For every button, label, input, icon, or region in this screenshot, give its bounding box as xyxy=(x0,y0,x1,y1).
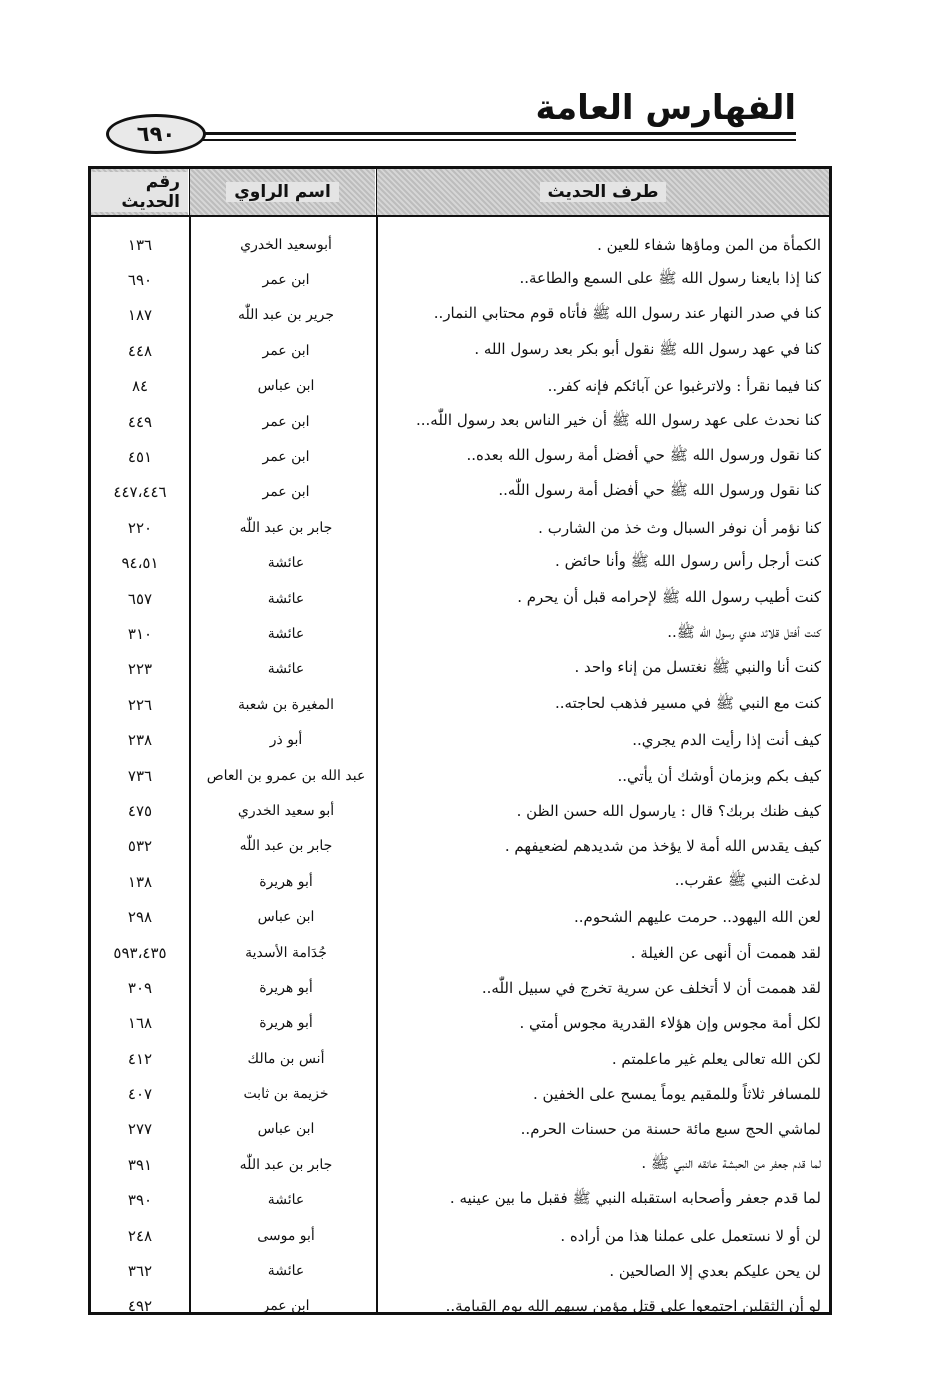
table-row xyxy=(91,546,829,581)
narrator-name: عائشة xyxy=(267,1192,305,1209)
narrator-name: أبو سعيد الخدري xyxy=(237,802,335,819)
hadith-number: ٤٤٨ xyxy=(127,341,153,360)
hadith-text: كنا إذا بايعنا رسول الله ﷺ على السمع والطاعة.. xyxy=(519,269,821,288)
table-row xyxy=(91,793,829,828)
narrator-name: أبوسعيد الخدري xyxy=(240,236,332,253)
hadith-number: ٤٩٢ xyxy=(127,1297,153,1316)
hadith-text: لدغت النبي ﷺ عقرب.. xyxy=(674,870,821,889)
table-row xyxy=(91,369,829,404)
hadith-text: لكل أمة مجوس وإن هؤلاء القدرية مجوس أمتي . xyxy=(519,1014,821,1033)
table-row xyxy=(91,652,829,687)
narrator-name: جابر بن عبد اللّٰه xyxy=(239,1156,333,1173)
hadith-number: ٩٤،٥١ xyxy=(121,554,159,573)
header-rule xyxy=(200,132,796,135)
hadith-number: ٢٣٨ xyxy=(127,731,153,750)
header-narrator xyxy=(190,169,375,215)
hadith-text: كنت أنا والنبي ﷺ نغتسل من إناء واحد . xyxy=(574,658,821,677)
table-row xyxy=(91,404,829,439)
hadith-number: ٢٤٨ xyxy=(127,1226,153,1245)
hadith-number: ٣٩٠ xyxy=(127,1191,153,1210)
narrator-name: ابن عمر xyxy=(262,342,310,359)
table-row xyxy=(91,1218,829,1253)
table-row xyxy=(91,722,829,757)
table-row xyxy=(91,333,829,368)
hadith-text: كنت أرجل رأس رسول الله ﷺ وأنا حائض . xyxy=(555,552,821,571)
hadith-text: لعن الله اليهود.. حرمت عليهم الشحوم.. xyxy=(574,908,821,927)
narrator-name: ابن عباس xyxy=(257,1121,315,1138)
hadith-text: كنا نحدث على عهد رسول الله ﷺ أن خير الناس بعد رسول اللّٰه... xyxy=(416,410,821,429)
hadith-number: ٢٩٨ xyxy=(127,908,153,927)
hadith-number: ١٣٨ xyxy=(127,872,153,891)
table-row xyxy=(91,1112,829,1147)
narrator-name: عائشة xyxy=(267,590,305,607)
page-number: ٦٩٠ xyxy=(106,114,206,154)
narrator-name: المغيرة بن شعبة xyxy=(238,696,334,713)
table-row xyxy=(91,1006,829,1041)
narrator-name: عائشة xyxy=(267,555,305,572)
table-row xyxy=(91,1076,829,1111)
table-row xyxy=(91,899,829,934)
hadith-text: كنا في عهد رسول الله ﷺ نقول أبو بكر بعد رسول الله . xyxy=(474,339,821,358)
hadith-text: كيف ظنك بربك؟ قال : يارسول الله حسن الظن . xyxy=(516,801,821,820)
narrator-name: جابر بن عبد اللّٰه xyxy=(239,519,333,536)
narrator-name: جابر بن عبد اللّٰه xyxy=(239,838,333,855)
table-row xyxy=(91,970,829,1005)
hadith-number: ١٨٧ xyxy=(127,306,153,325)
hadith-text: لما قدم جعفر وأصحابه استقبله النبي ﷺ فقبل ما بين عينيه . xyxy=(449,1189,821,1208)
hadith-text: كنا نقول ورسول الله ﷺ حي أفضل أمة رسول الله بعده.. xyxy=(466,446,821,465)
hadith-number: ٤٠٧ xyxy=(127,1085,153,1104)
table-row xyxy=(91,298,829,333)
table-row xyxy=(91,227,829,262)
page-header xyxy=(0,0,946,165)
hadith-number: ٤٤٩ xyxy=(127,412,153,431)
header-hadith-label: طرف الحديث xyxy=(540,182,667,202)
narrator-name: أبو هريرة xyxy=(259,873,313,890)
hadith-number: ٢٢٣ xyxy=(127,660,153,679)
narrator-name: أبو هريرة xyxy=(259,979,313,996)
hadith-number: ٢٢٠ xyxy=(127,518,153,537)
narrator-name: ابن عمر xyxy=(262,413,310,430)
hadith-number: ٣٦٢ xyxy=(127,1262,153,1281)
table-row xyxy=(91,1253,829,1288)
narrator-name: ابن عمر xyxy=(262,484,310,501)
hadith-text: كنا نقول ورسول الله ﷺ حي أفضل أمة رسول اللّٰه.. xyxy=(498,481,821,500)
table-row xyxy=(91,1147,829,1182)
table-row xyxy=(91,687,829,722)
hadith-number: ٣٠٩ xyxy=(127,978,153,997)
narrator-name: جُدَامة الأسدية xyxy=(245,944,327,961)
hadith-text: كنت أفتل قلائد هدي رسول الله ﷺ.. xyxy=(667,622,821,641)
table-row xyxy=(91,510,829,545)
running-title: الفهارس العامة xyxy=(535,88,796,128)
hadith-text: كيف أنت إذا رأيت الدم يجري.. xyxy=(632,731,821,750)
hadith-text: لماشي الحج سبع مائة حسنة من حسنات الحرم.. xyxy=(520,1120,821,1139)
hadith-number: ٣١٠ xyxy=(127,624,153,643)
hadith-number: ٨٤ xyxy=(131,377,149,396)
table-body xyxy=(91,227,829,1324)
narrator-name: جرير بن عبد اللّٰه xyxy=(237,307,335,324)
narrator-name: عائشة xyxy=(267,1263,305,1280)
header-number-label: رقم الحديث xyxy=(91,172,188,212)
header-hadith xyxy=(377,169,829,215)
hadith-text: لقد هممت أن أنهى عن الغيلة . xyxy=(630,943,821,962)
hadith-text: كنا نؤمر أن نوفر السبال وث خذ من الشارب . xyxy=(538,518,821,537)
hadith-text: كنت مع النبي ﷺ في مسير فذهب لحاجته.. xyxy=(555,693,821,712)
header-number xyxy=(91,169,188,215)
narrator-name: ابن عمر xyxy=(262,449,310,466)
hadith-number: ٤٤٧،٤٤٦ xyxy=(113,483,167,502)
index-table xyxy=(88,166,832,1315)
narrator-name: أنس بن مالك xyxy=(247,1050,325,1067)
hadith-text: للمسافر ثلاثاً وللمقيم يوماً يمسح على الخفين . xyxy=(533,1085,821,1104)
hadith-number: ٤١٢ xyxy=(127,1049,153,1068)
hadith-text: لكن الله تعالى يعلم غير ماعلمتم . xyxy=(611,1049,821,1068)
hadith-text: كنت أطيب رسول الله ﷺ لإحرامه قبل أن يحرم . xyxy=(517,587,821,606)
narrator-name: خزيمة بن ثابت xyxy=(243,1086,329,1103)
header-rule-thin xyxy=(200,139,796,141)
hadith-text: كيف بكم وبزمان أوشك أن يأتي.. xyxy=(617,766,821,785)
hadith-text: لن أو لا نستعمل على عملنا هذا من أراده . xyxy=(560,1226,821,1245)
table-row xyxy=(91,829,829,864)
narrator-name: عائشة xyxy=(267,661,305,678)
table-row xyxy=(91,439,829,474)
narrator-name: عبد الله بن عمرو بن العاص xyxy=(206,767,366,784)
table-row xyxy=(91,616,829,651)
hadith-number: ٢٢٦ xyxy=(127,695,153,714)
hadith-number: ٤٧٥ xyxy=(127,801,153,820)
table-row xyxy=(91,758,829,793)
hadith-text: كنا فيما نقرأ : ولاترغبوا عن آبائكم فإنه كفر.. xyxy=(547,377,821,396)
table-row xyxy=(91,581,829,616)
narrator-name: ابن عباس xyxy=(257,909,315,926)
table-header-row xyxy=(91,169,829,217)
narrator-name: ابن عمر xyxy=(262,1298,310,1315)
narrator-name: عائشة xyxy=(267,625,305,642)
hadith-text: لما قدم جعفر من الحبشة عانقه النبي ﷺ . xyxy=(641,1153,821,1172)
hadith-number: ٦٩٠ xyxy=(127,271,153,290)
hadith-text: كيف يقدس الله أمة لا يؤخذ من شديدهم لضعيفهم . xyxy=(504,837,821,856)
hadith-number: ٥٣٢ xyxy=(127,837,153,856)
narrator-name: ابن عمر xyxy=(262,272,310,289)
hadith-number: ٥٩٣،٤٣٥ xyxy=(113,943,167,962)
hadith-text: لو أن الثقلين اجتمعوا على قتل مؤمن سبهم الله يوم القيامة.. xyxy=(445,1297,821,1316)
hadith-number: ٦٥٧ xyxy=(127,589,153,608)
hadith-text: لن يحن عليكم بعدي إلا الصالحين . xyxy=(609,1262,821,1281)
header-narrator-label: اسم الراوي xyxy=(226,182,339,202)
narrator-name: أبو موسى xyxy=(257,1227,315,1244)
table-row xyxy=(91,262,829,297)
table-row xyxy=(91,864,829,899)
table-row xyxy=(91,475,829,510)
hadith-text: الكمأة من المن وماؤها شفاء للعين . xyxy=(597,235,821,254)
hadith-number: ٣٩١ xyxy=(127,1155,153,1174)
hadith-text: لقد هممت أن لا أتخلف عن سرية تخرج في سبيل اللّٰه.. xyxy=(481,978,821,997)
hadith-number: ١٣٦ xyxy=(127,235,153,254)
hadith-number: ٧٣٦ xyxy=(127,766,153,785)
table-row xyxy=(91,935,829,970)
hadith-number: ١٦٨ xyxy=(127,1014,153,1033)
narrator-name: ابن عباس xyxy=(257,378,315,395)
table-row xyxy=(91,1289,829,1324)
table-row xyxy=(91,1183,829,1218)
hadith-number: ٤٥١ xyxy=(127,448,153,467)
table-row xyxy=(91,1041,829,1076)
hadith-number: ٢٧٧ xyxy=(127,1120,153,1139)
narrator-name: أبو ذر xyxy=(269,732,303,749)
hadith-text: كنا في صدر النهار عند رسول الله ﷺ فأتاه قوم محتابي النمار.. xyxy=(433,304,821,323)
narrator-name: أبو هريرة xyxy=(259,1015,313,1032)
